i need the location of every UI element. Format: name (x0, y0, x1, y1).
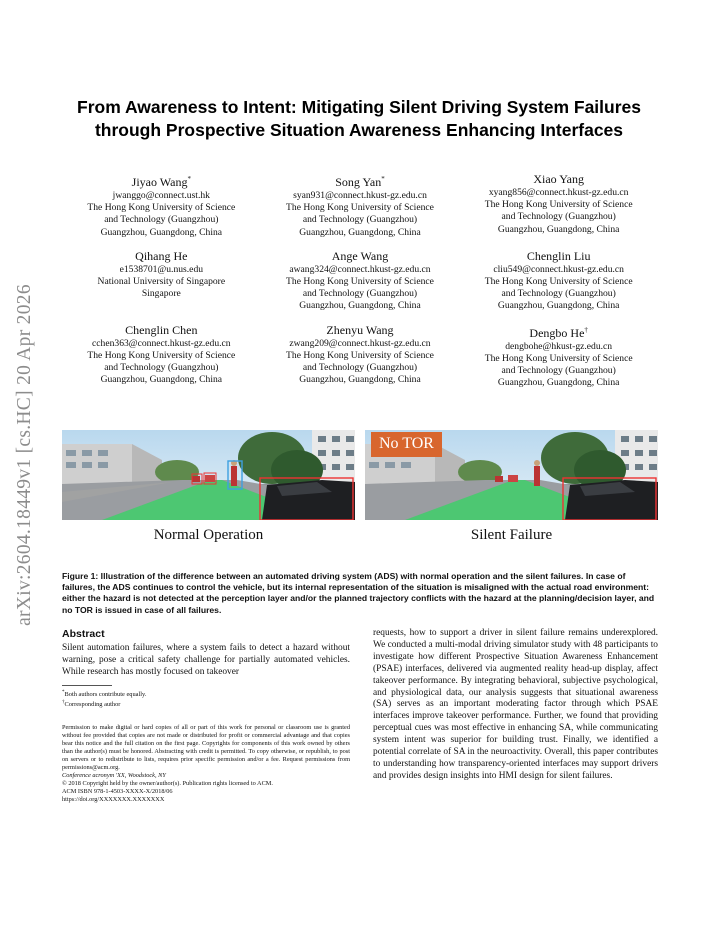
author-affiliation-line: The Hong Kong University of Science (87, 202, 236, 214)
author-affiliation-line: Guangzhou, Guangdong, China (299, 374, 421, 386)
silent-failure-panel (365, 430, 658, 520)
arxiv-stamp-text: arXiv:2604.18449v1 [cs.HC] 20 Apr 2026 (14, 284, 36, 626)
author-list (62, 172, 658, 389)
author-name-text: Jiyao Wang (131, 175, 188, 189)
abstract-text-left: Silent automation failures, where a system fails to detect a hazard without warning, pose a critical safety challenge for partially automated vehicles. While research has mostly focused on takeover (62, 643, 350, 677)
panel-labels (62, 527, 658, 544)
author-block (62, 249, 261, 313)
author-affiliation-line: Singapore (141, 288, 181, 300)
author-block (459, 249, 658, 313)
author-name-text: Zhenyu Wang (326, 322, 394, 337)
author-affiliation-line: The Hong Kong University of Science (286, 276, 434, 288)
author-affiliation-line: and Technology (Guangzhou) (302, 288, 418, 300)
isbn-line: ACM ISBN 978-1-4503-XXXX-X/2018/06 (62, 787, 173, 795)
author-email: e1538701@u.nus.edu (119, 263, 204, 275)
author-name (62, 172, 261, 190)
no-tor-badge: No TOR (371, 432, 442, 457)
author-affiliation-line: Guangzhou, Guangdong, China (497, 223, 620, 235)
figure-caption: Figure 1: Illustration of the difference between an automated driving system (ADS) with normal operation and the silent failures. In case of failures, the ADS continues to control the vehicle, but its internal representation of the situation is misaligned with the actual road environment: either the hazard is not detected at the perception layer and/or the planned trajectory conflicts with the hazard at the planning/decision layer, and no TOR is issued in case of all failures. (62, 571, 655, 615)
footnote-corresponding: †Corresponding author (62, 700, 121, 709)
author-affiliation-line: National University of Singapore (97, 276, 226, 288)
author-email: xyang856@connect.hkust-gz.edu.cn (488, 187, 629, 198)
author-name (261, 323, 460, 338)
author-email: syan931@connect.hkust-gz.edu.cn (293, 190, 427, 201)
footnote-equal: *Both authors contribute equally. (62, 689, 147, 698)
author-name-text: Dengbo He (529, 325, 585, 340)
author-block (62, 323, 261, 390)
author-mark: † (584, 325, 588, 334)
author-affiliation-line: Guangzhou, Guangdong, China (497, 377, 620, 389)
abstract-heading: Abstract (62, 628, 105, 640)
footnote-corresponding-text: Corresponding author (64, 701, 121, 709)
author-affiliation-line: Guangzhou, Guangdong, China (299, 300, 421, 312)
author-mark: * (381, 175, 385, 183)
author-affiliation-line: The Hong Kong University of Science (286, 349, 434, 361)
author-affiliation-line: Guangzhou, Guangdong, China (497, 300, 620, 312)
author-mark: * (187, 175, 191, 183)
author-email: awang324@connect.hkust-gz.edu.cn (289, 263, 431, 275)
teaser-figure (62, 430, 658, 520)
left-column (62, 628, 350, 803)
author-email: dengbohe@hkust-gz.edu.cn (505, 340, 613, 352)
author-name (459, 172, 658, 187)
conference-info (62, 772, 350, 780)
author-affiliation-line: and Technology (Guangzhou) (501, 365, 616, 377)
author-email: jwanggo@connect.ust.hk (112, 190, 210, 201)
author-name-text: Chenglin Liu (526, 248, 591, 263)
normal-operation-panel (62, 430, 355, 520)
arxiv-stamp (8, 260, 42, 650)
right-column (373, 628, 658, 783)
normal-operation-label: Normal Operation (153, 527, 264, 543)
author-block (261, 249, 460, 313)
author-email: zwang209@connect.hkust-gz.edu.cn (289, 337, 431, 349)
author-name (261, 249, 460, 264)
author-name (62, 249, 261, 264)
author-affiliation-line: Guangzhou, Guangdong, China (100, 226, 223, 238)
author-affiliation-line: and Technology (Guangzhou) (501, 211, 616, 223)
abstract-text-right: requests, how to support a driver in silent failure remains underexplored. We conducted a multi-modal driving simulator study with 48 participants to investigate how different Prospective Situation Awareness Enhancement (PSAE) interfaces, delivered via augmented reality head-up display, affect takeover performance. By integrating behavioral, subjective psychological, and physiological data, our analysis suggests that situational awareness (SA) serves as an important moderating factor through which PSAE interfaces improve takeover performance. Further, we found that providing perceptual cues was most effective in enhancing SA, while communicating system intent was superior for building trust. Finally, we identified a potential correlate of SA in the neuroactivity. Overall, this paper contributes to understanding how transparency-oriented interfaces may support drivers and provides design insights into HMI design for silent failures. (373, 628, 658, 781)
silent-failure-label: Silent Failure (470, 527, 553, 543)
author-affiliation-line: and Technology (Guangzhou) (501, 288, 616, 300)
permission-notice: Permission to make digital or hard copies of all or part of this work for personal or classroom use is granted without fee provided that copies are not made or distributed for profit or commercial advantage and that copies bear this notice and the full citation on the first page. Copyrights for components of this work owned by others than the author(s) must be honored. Abstracting with credit is permitted. To copy otherwise, or republish, to post on servers or to redistribute to lists, requires prior specific permission and/or a fee. Request permissions from permissions@acm.org. (62, 724, 350, 771)
normal-operation-scene (62, 430, 355, 520)
author-name (459, 323, 658, 341)
author-name-text: Qihang He (135, 248, 188, 263)
footnote-equal-text: Both authors contribute equally. (64, 690, 147, 698)
author-affiliation-line: and Technology (Guangzhou) (302, 362, 418, 374)
author-affiliation-line: The Hong Kong University of Science (484, 199, 633, 211)
doi-line: https://doi.org/XXXXXXX.XXXXXXX (62, 795, 165, 803)
author-name-text: Xiao Yang (533, 172, 584, 186)
paper-title: From Awareness to Intent: Mitigating Silent Driving System Failures through Prospective Situation Awareness Enhancing Interfaces (77, 97, 641, 140)
author-name (459, 249, 658, 264)
author-affiliation-line: and Technology (Guangzhou) (104, 214, 219, 226)
author-affiliation-line: and Technology (Guangzhou) (104, 362, 219, 374)
author-block (459, 323, 658, 390)
author-email: cchen363@connect.hkust-gz.edu.cn (92, 337, 231, 349)
author-block (261, 323, 460, 390)
author-email: cliu549@connect.hkust-gz.edu.cn (493, 263, 624, 275)
author-block (261, 172, 460, 239)
author-affiliation-line: The Hong Kong University of Science (484, 276, 633, 288)
footnote-rule (62, 685, 112, 686)
conference-acronym: Conference acronym 'XX, Woodstock, NY (62, 771, 166, 779)
author-block (459, 172, 658, 239)
author-affiliation-line: Guangzhou, Guangdong, China (100, 374, 223, 386)
author-block (62, 172, 261, 239)
author-name-text: Song Yan (335, 175, 382, 189)
author-name (62, 323, 261, 338)
author-affiliation-line: The Hong Kong University of Science (87, 349, 236, 361)
author-name-text: Ange Wang (331, 248, 389, 263)
author-name-text: Chenglin Chen (125, 322, 198, 337)
author-affiliation-line: Guangzhou, Guangdong, China (299, 226, 421, 238)
author-affiliation-line: The Hong Kong University of Science (286, 202, 434, 214)
author-name (261, 172, 460, 190)
author-affiliation-line: and Technology (Guangzhou) (302, 214, 418, 226)
copyright-line: © 2018 Copyright held by the owner/author(s). Publication rights licensed to ACM. (62, 779, 273, 787)
author-affiliation-line: The Hong Kong University of Science (484, 352, 633, 364)
